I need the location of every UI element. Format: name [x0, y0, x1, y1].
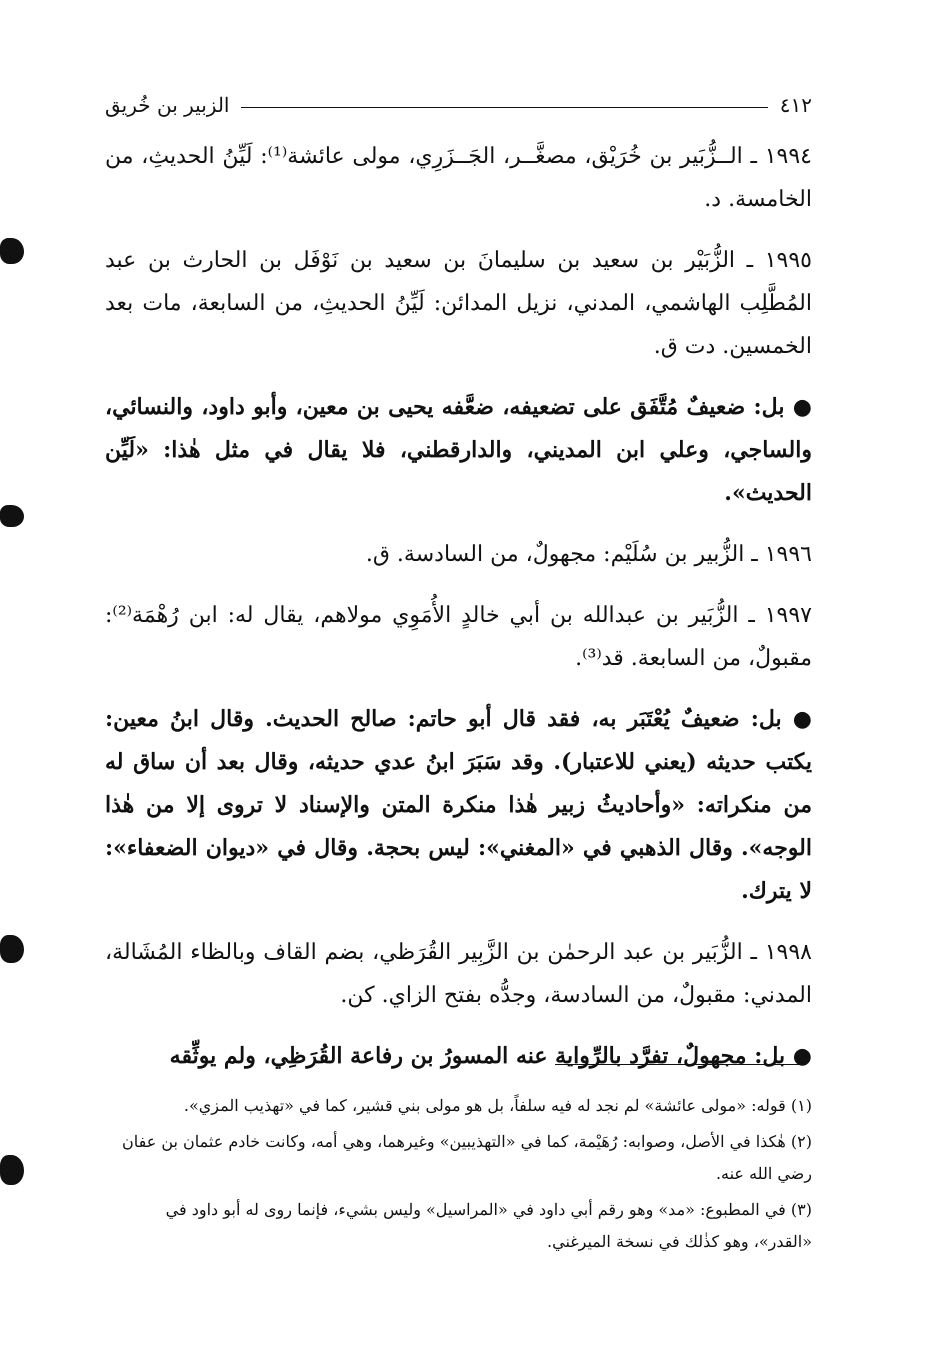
- scan-ink-mark: [0, 238, 24, 264]
- main-text: [105, 135, 812, 1096]
- entry-1997: ١٩٩٧ ـ الزُّبَير بن عبدالله بن أبي خالدٍ الأُمَوِي مولاهم، يقال له: ابن رُهْمَة⁽²⁾: مقبولٌ، من السابعة. قد⁽³⁾.: [105, 603, 812, 671]
- footnote-3: (٣) في المطبوع: «مد» وهو رقم أبي داود في «المراسيل» وليس بشيء، فإنما روى له أبو داود في «القدر»، وهو كذٰلك في نسخة الميرغني.: [165, 1200, 812, 1251]
- entry-1995: ١٩٩٥ ـ الزُّبَيْر بن سعيد بن سليمانَ بن سعيد بن نَوْفَل بن الحارث بن عبد المُطَّلِب الهاشمي، المدني، نزيل المدائن: لَيِّنُ الحديثِ، من السابعة، مات بعد الخمسين. دت ق.: [105, 248, 812, 359]
- footnote-1: (١) قوله: «مولى عائشة» لم نجد له فيه سلفاً، بل هو مولى بني قشير، كما في «تهذيب المزي».: [183, 1096, 812, 1115]
- entry-1996: ١٩٩٦ ـ الزُّبير بن سُلَيْم: مجهولٌ، من السادسة. ق.: [365, 542, 812, 567]
- running-title: الزبير بن خُريق: [105, 93, 230, 117]
- comment-1997: ● بل: ضعيفٌ يُعْتَبَر به، فقد قال أبو حاتم: صالح الحديث. وقال ابنُ معين: يكتب حديثه (يعني للاعتبار). وقد سَبَرَ ابنُ عدي حديثه، وقال بعد أن ساق له من منكراته: «وأحاديثُ زبير هٰذا منكرة المتن والإسناد لا تروى إلا من هٰذا الوجه». وقال الذهبي في «المغني»: ليس بحجة. وقال في «ديوان الضعفاء»: لا يترك.: [105, 706, 812, 904]
- header-rule: [241, 107, 767, 108]
- page-number: ٤١٢: [779, 93, 812, 117]
- entry-1998: ١٩٩٨ ـ الزُّبَير بن عبد الرحمٰن بن الزَّبِير القُرَظي، بضم القاف وبالظاء المُشَالة، المدني: مقبولٌ، من السادسة، وجدُّه بفتح الزاي. كن.: [105, 940, 812, 1008]
- scan-ink-mark: [0, 935, 24, 963]
- page-header: [105, 90, 812, 120]
- comment-1998: ● بل: مجهولٌ، تفرَّد بالرِّواية عنه المسورُ بن رفاعة القُرَظِي، ولم يوثِّقه: [169, 1043, 812, 1069]
- comment-1995: ● بل: ضعيفٌ مُتَّفَق على تضعيفه، ضعَّفه يحيى بن معين، وأبو داود، والنسائي، والساجي، وعلي ابن المديني، والدارقطني، فلا يقال في مثل هٰذا: «لَيِّن الحديث».: [105, 394, 812, 506]
- footnotes: [105, 1090, 812, 1262]
- entry-1994: ١٩٩٤ ـ الــزُّبَير بن خُرَيْق، مصغَّــر، الجَــزَرِي، مولى عائشة⁽¹⁾: لَيِّنُ الحديثِ، من الخامسة. د.: [105, 144, 812, 212]
- scan-ink-mark: [0, 1155, 24, 1185]
- scan-ink-mark: [0, 505, 24, 527]
- footnote-2: (٢) هٰكذا في الأصل، وصوابه: رُهَيْمة، كما في «التهذيبين» وغيرهما، وهي أمه، وكانت خادم عثمان بن عفان رضي الله عنه.: [121, 1132, 812, 1183]
- footnote-separator: [555, 1064, 805, 1065]
